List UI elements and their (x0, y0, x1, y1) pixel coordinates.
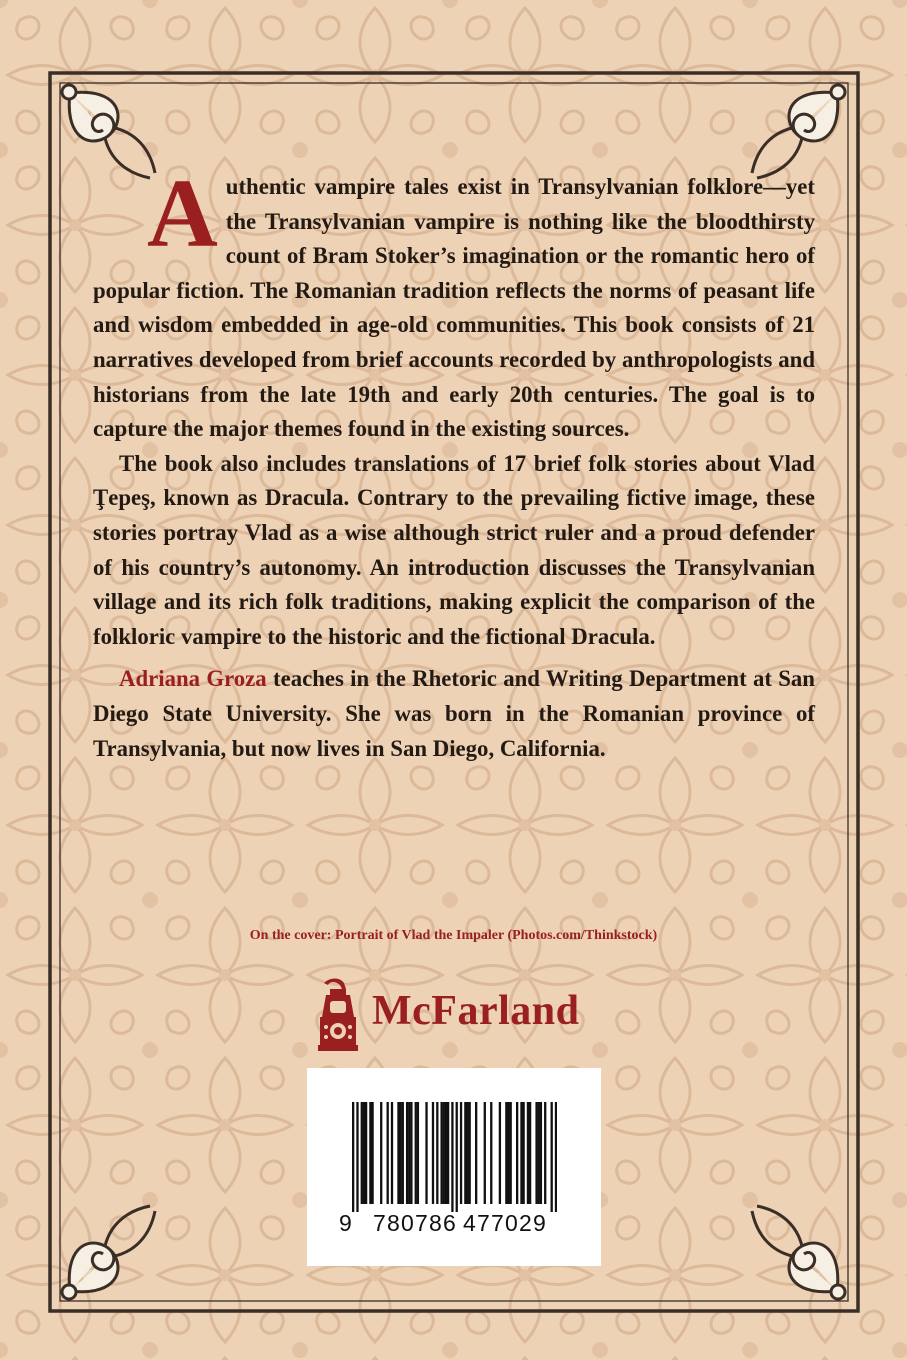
barcode-bar (555, 1102, 557, 1212)
barcode-bar (406, 1102, 408, 1204)
cover-credit: On the cover: Portrait of Vlad the Impaler (Photos.com/Thinkstock) (249, 928, 658, 943)
barcode-bar (445, 1102, 447, 1204)
barcode-bar (520, 1102, 522, 1204)
barcode-bar (365, 1102, 367, 1204)
barcode-bar (432, 1102, 434, 1204)
barcode-group-1: 780786 (373, 1210, 457, 1236)
barcode-first-digit: 9 (339, 1210, 353, 1236)
barcode-bar (464, 1102, 466, 1204)
barcode-bar (460, 1102, 462, 1204)
author-bio-text: teaches in the Rhetoric and Writing Department at San Diego State University. She was born in the Romanian province of Transylvania, but now lives in San Diego, California. (93, 666, 815, 761)
barcode-bar (391, 1102, 393, 1204)
barcode-bar (484, 1102, 486, 1204)
barcode-bar (447, 1102, 449, 1204)
paragraph-1-text: uthentic vampire tales exist in Transylvanian folklore—yet the Transylvanian vampire is nothing like the bloodthirsty count of Bram Stoker’s imagination or the romantic hero of popular fiction. The Romanian tradition reflects the norms of peasant life and wisdom embedded in age-old communities. This book consists of 21 narratives developed from brief accounts recorded by anthropologists and historians from the late 19th and early 20th centuries. The goal is to capture the major themes found in the existing sources. (93, 174, 815, 442)
barcode-bar (380, 1102, 382, 1204)
author-bio (93, 662, 815, 766)
barcode-bar (408, 1102, 410, 1204)
barcode-bar (352, 1102, 354, 1212)
barcode-bar (507, 1102, 509, 1204)
barcode-bar (397, 1102, 399, 1204)
barcode-bar (361, 1102, 363, 1204)
barcode-bar (402, 1102, 404, 1204)
publisher-logo (316, 975, 606, 1055)
corner-ornament-icon (742, 1196, 852, 1306)
corner-ornament-icon (55, 1196, 165, 1306)
barcode-bar (399, 1102, 401, 1204)
blurb-text (93, 160, 815, 766)
barcode-bar (417, 1102, 419, 1204)
isbn-barcode (307, 1068, 601, 1266)
barcode-bar (387, 1102, 389, 1204)
barcode-bar (369, 1102, 371, 1204)
barcode-bar (356, 1102, 358, 1212)
barcode-bar (456, 1102, 458, 1212)
barcode-bar (522, 1102, 524, 1204)
paragraph-2: The book also includes translations of 17 brief folk stories about Vlad Ţepeş, known as Dracula. Contrary to the prevailing fictive image, these stories portray Vlad as a wise although strict ruler and a proud defender of his country’s autonomy. An introduction discusses the Transylvanian village and its rich folk traditions, making explicit the comparison of the folkloric vampire to the historic and the fictional Dracula. (93, 450, 815, 649)
barcode-bar (544, 1102, 546, 1204)
barcode-bar (443, 1102, 445, 1204)
barcode-bar (510, 1102, 512, 1204)
barcode-bar (529, 1102, 531, 1204)
barcode-bar (505, 1102, 507, 1204)
barcode-bar (490, 1102, 492, 1204)
barcode-bars (352, 1102, 557, 1212)
barcode-bar (535, 1102, 537, 1204)
barcode-bar (451, 1102, 453, 1212)
barcode-bar (371, 1102, 373, 1204)
barcode-bar (540, 1102, 542, 1204)
paragraph-1 (93, 160, 815, 447)
publisher-name: McFarland (372, 988, 580, 1034)
barcode-bar (466, 1102, 468, 1204)
barcode-bar (475, 1102, 477, 1204)
barcode-group-2: 477029 (463, 1210, 547, 1236)
barcode-bar (363, 1102, 365, 1204)
lantern-icon (316, 977, 360, 1053)
barcode-bar (410, 1102, 412, 1204)
barcode-bar (516, 1102, 518, 1204)
barcode-bar (499, 1102, 501, 1204)
barcode-bar (440, 1102, 442, 1204)
barcode-bar (469, 1102, 471, 1204)
drop-cap: A (147, 160, 218, 268)
barcode-bar (527, 1102, 529, 1204)
author-name: Adriana Groza (119, 666, 267, 692)
barcode-bar (415, 1102, 417, 1204)
barcode-bar (425, 1102, 427, 1204)
barcode-bar (436, 1102, 438, 1204)
barcode-bar (551, 1102, 553, 1212)
barcode-bar (538, 1102, 540, 1204)
